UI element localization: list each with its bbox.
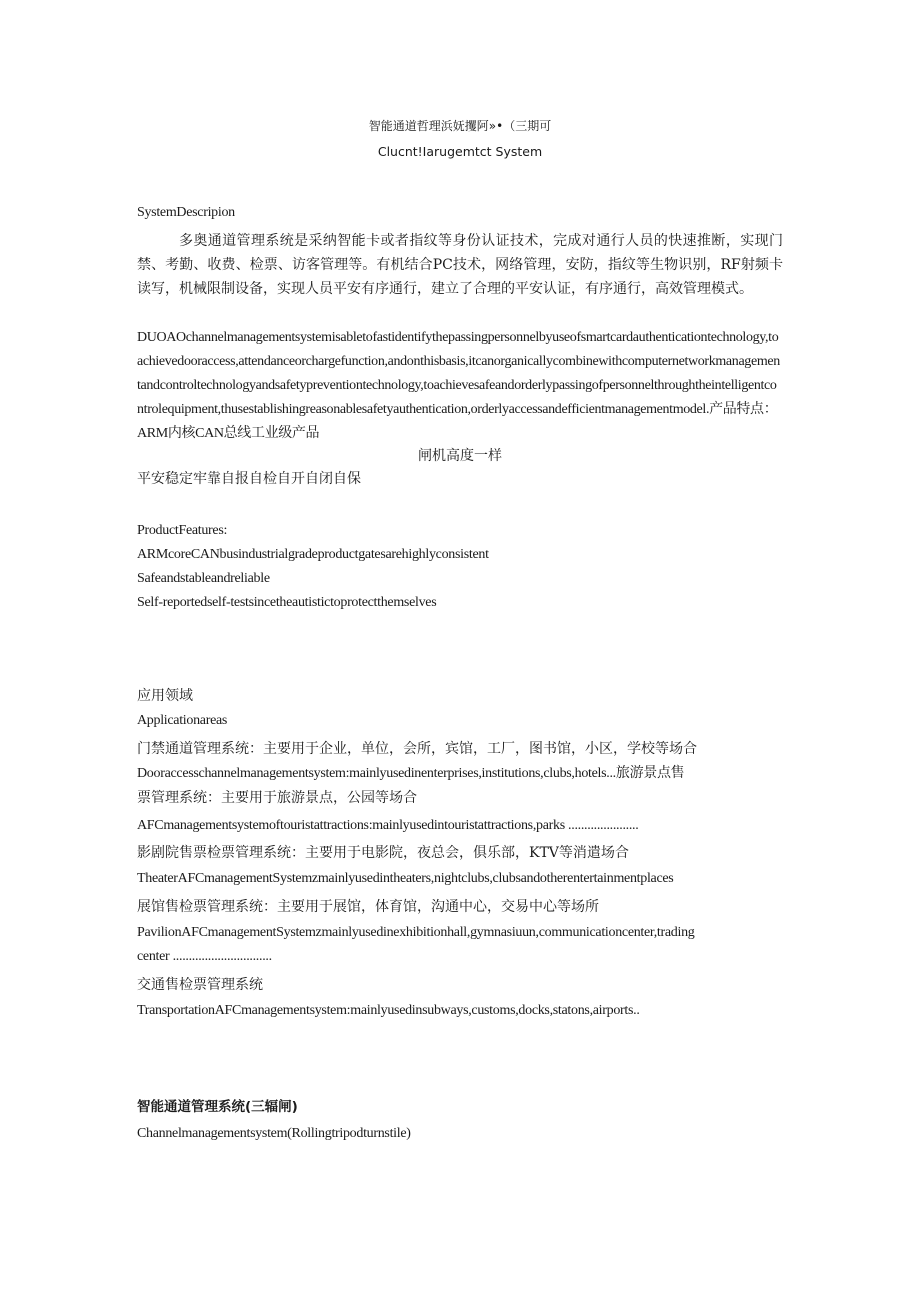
system-description-en-paragraph: DUOAOchannelmanagementsystemisabletofastidentifythepassingpersonnelbyuseofsmartcardauthenticationtechnology,toachievedooraccess,attendanceorchargefunction,andonthisbasis,itcanorganicallycombinewithcomputernetworkmanagementandcontroltechnologyandsafetypreventiontechnology,toachievesafeandorderlypassingofpersonnelthroughtheintelligentcontrolequipment,thusestablishingreasonablesafetyauthentication,orderlyaccessandefficientmanagementmodel.产品特点：ARM内核CAN总线工业级产品 <box>137 330 780 441</box>
feature-item: ARMcoreCANbusindustrialgradeproductgatesarehighlyconsistent <box>137 547 489 562</box>
system-description-heading: SystemDescripion <box>137 205 235 220</box>
header-title-cn: 智能通道哲理浜妩攫阿»•（三期可 <box>368 119 552 133</box>
application-line: center ............................... <box>137 949 272 964</box>
application-line: 票管理系统：主要用于旅游景点，公园等场合 <box>137 790 417 806</box>
application-line: 门禁通道管理系统：主要用于企业，单位，会所，宾馆，工厂，图书馆，小区，学校等场合 <box>137 741 697 757</box>
section-title-en: Channelmanagementsystem(Rollingtripodturnstile) <box>137 1126 411 1141</box>
feature-item: Self-reportedself-testsincetheautistictoprotectthemselves <box>137 595 437 610</box>
application-areas-heading-cn: 应用领域 <box>137 688 193 704</box>
application-line: 交通售检票管理系统 <box>137 977 263 993</box>
application-line: TheaterAFCmanagementSystemzmainlyusedintheaters,nightclubs,clubsandotherentertainmentplaces <box>137 871 674 886</box>
gate-height-line: 闸机高度一样 <box>418 448 502 464</box>
application-line: 展馆售检票管理系统：主要用于展馆，体育馆，沟通中心，交易中心等场所 <box>137 899 599 915</box>
product-features-heading: ProductFeatures: <box>137 523 228 538</box>
application-line: Dooraccesschannelmanagementsystem:mainlyusedinenterprises,institutions,clubs,hotels...旅游景点售 <box>137 766 685 781</box>
feature-item: Safeandstableandreliable <box>137 571 270 586</box>
application-line: AFCmanagementsystemoftouristattractions:mainlyusedintouristattractions,parks ...................... <box>137 818 639 833</box>
system-description-cn-paragraph: 多奥通道管理系统是采纳智能卡或者指纹等身份认证技术，完成对通行人员的快速推断，实现门禁、考勤、收费、检票、访客管理等。有机结合PC技术，网络管理，安防，指纹等生物识别，RF射频卡读写，机械限制设备，实现人员平安有序通行，建立了合理的平安认证，有序通行，高效管理模式。 <box>137 233 783 297</box>
features-cn-line: 平安稳定牢靠自报自检自开自闭自保 <box>137 471 361 487</box>
application-areas-heading-en: Applicationareas <box>137 713 228 728</box>
application-line: 影剧院售票检票管理系统：主要用于电影院，夜总会，俱乐部，KTV等消遣场合 <box>137 845 629 861</box>
application-line: TransportationAFCmanagementsystem:mainlyusedinsubways,customs,docks,statons,airports.. <box>137 1003 640 1018</box>
header-title-en: Clucnt!Iarugemtct System <box>377 144 543 159</box>
section-title-cn: 智能通道管理系统(三辐闸) <box>137 1099 298 1115</box>
application-line: PavilionAFCmanagementSystemzmainlyusedinexhibitionhall,gymnasiuun,communicationcenter,trading <box>137 925 695 940</box>
